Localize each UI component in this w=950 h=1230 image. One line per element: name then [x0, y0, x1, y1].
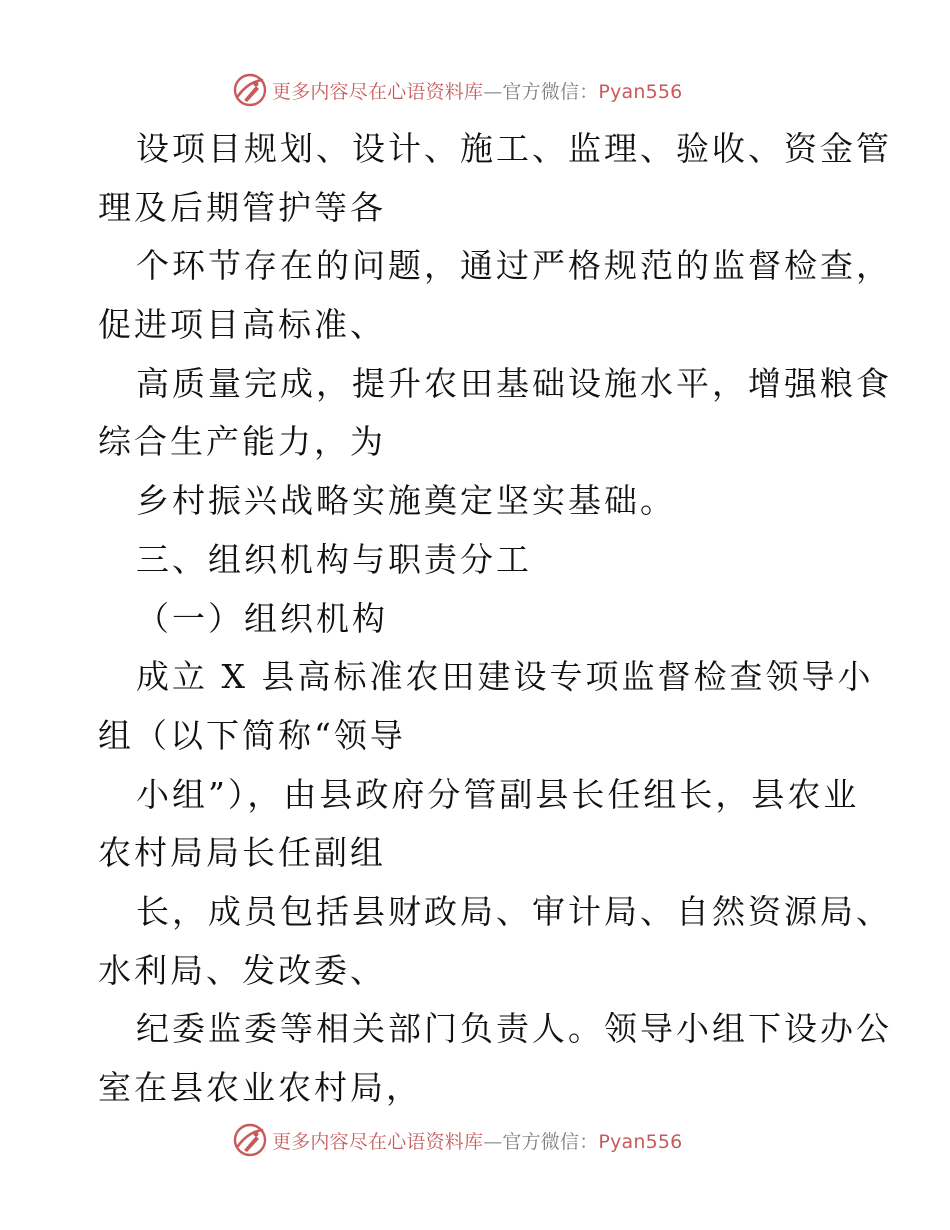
- section-heading: 三、组织机构与职责分工: [136, 539, 532, 579]
- body-line: 农村局局长任副组: [98, 833, 386, 873]
- brand-logo-icon: [232, 72, 268, 108]
- body-line: 组（以下简称“领导: [98, 715, 406, 755]
- body-line: 促进项目高标准、: [98, 305, 386, 345]
- header-banner-wechat-label: 官方微信：: [502, 80, 599, 103]
- body-line: 高质量完成，提升农田基础设施水平，增强粮食: [136, 363, 892, 403]
- body-line: 个环节存在的问题，通过严格规范的监督检查，: [136, 246, 892, 286]
- body-line: 水利局、发改委、: [98, 950, 386, 990]
- footer-banner-separator: —: [483, 1130, 503, 1153]
- body-line: 室在县农业农村局，: [98, 1068, 422, 1107]
- footer-banner-text: [272, 1127, 682, 1154]
- footer-banner-wechat-id: Pyan556: [598, 1130, 683, 1153]
- document-body: [98, 120, 892, 1118]
- body-line: 小组”），由县政府分管副县长任组长，县农业: [136, 774, 860, 814]
- header-banner-text: [272, 77, 682, 104]
- footer-banner-slogan: 更多内容尽在心语资料库: [272, 1130, 484, 1153]
- footer-banner-wechat-label: 官方微信：: [502, 1130, 599, 1153]
- body-line: 理及后期管护等各: [98, 187, 386, 227]
- subsection-heading: （一）组织机构: [136, 598, 388, 638]
- header-banner-slogan: 更多内容尽在心语资料库: [272, 80, 484, 103]
- header-watermark-banner: [232, 72, 732, 108]
- header-banner-separator: —: [483, 80, 503, 103]
- footer-watermark-banner: [232, 1122, 732, 1158]
- body-line: 综合生产能力，为: [98, 422, 386, 462]
- brand-logo-icon: [232, 1122, 268, 1158]
- body-line: 成立 X 县高标准农田建设专项监督检查领导小: [136, 657, 874, 697]
- body-line: 长，成员包括县财政局、审计局、自然资源局、: [136, 891, 892, 931]
- body-line: 设项目规划、设计、施工、监理、验收、资金管: [136, 129, 892, 168]
- header-banner-wechat-id: Pyan556: [598, 80, 683, 103]
- body-line: 乡村振兴战略实施奠定坚实基础。: [136, 481, 676, 521]
- body-line: 纪委监委等相关部门负责人。领导小组下设办公: [136, 1009, 892, 1049]
